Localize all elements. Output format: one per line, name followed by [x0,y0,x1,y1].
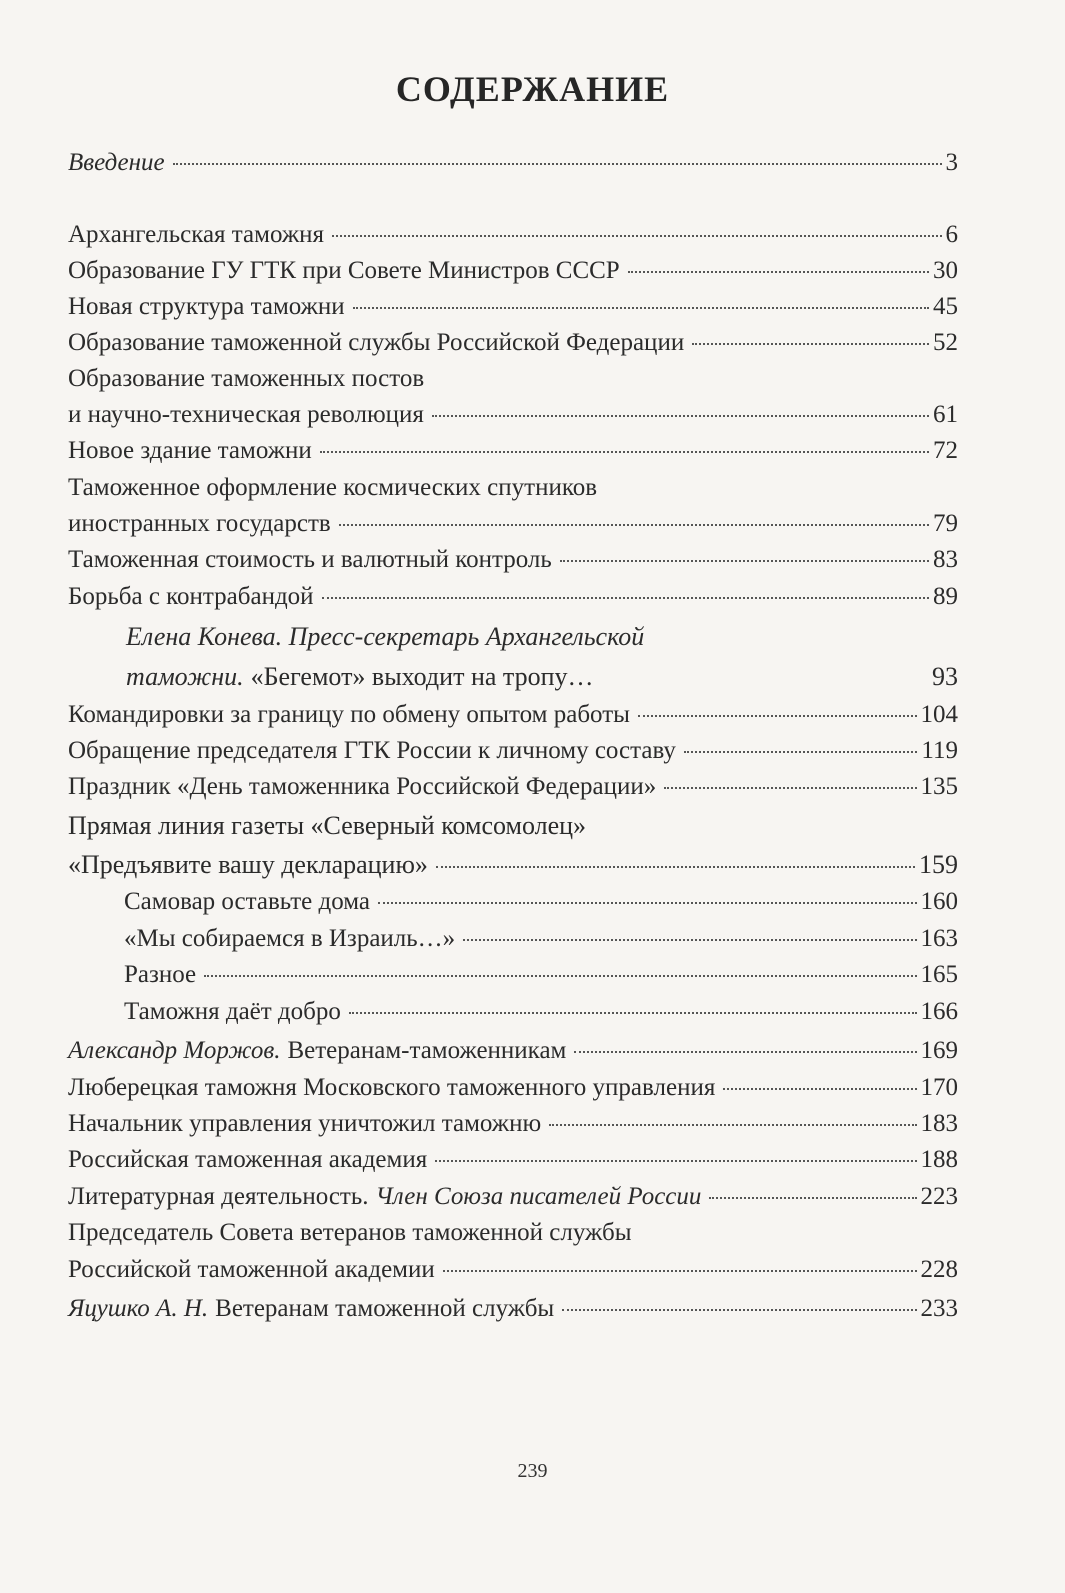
toc-entry-author: Яцушко А. Н. [68,1295,209,1322]
toc-entry-first-line: Прямая линия газеты «Северный комсомолец» [68,811,587,840]
toc-entry[interactable] [68,580,958,614]
toc-entry-text: и научно-техническая революция [68,401,424,428]
toc-entry-text: Люберецкая таможня Московского таможенного управления [68,1074,716,1101]
dot-leader [339,518,929,526]
toc-entry-text: Разное [124,961,197,988]
toc-entry-text: Новое здание таможни [68,437,312,464]
dot-leader [435,1154,916,1162]
toc-entry[interactable] [68,1292,958,1326]
toc-page-number: 160 [920,888,958,915]
toc-page-number: 6 [945,221,958,248]
toc-entry-text: иностранных государств [68,510,331,537]
toc-page-number: 135 [920,773,958,800]
toc-entry-author: Александр Моржов. [68,1037,281,1064]
toc-page-number: 163 [920,925,958,952]
toc-entry[interactable] [68,1180,958,1214]
toc-entry-text: Командировки за границу по обмену опытом работы [68,701,630,728]
toc-entry-text: Ветеранам таможенной службы [215,1295,555,1322]
toc-page-number: 104 [920,701,958,728]
dot-leader [574,1045,916,1053]
toc-subentry[interactable] [124,922,958,956]
toc-entry-text: «Предъявите вашу декларацию» [68,850,428,879]
toc-entry-introduction[interactable] [68,146,958,180]
toc-entry-first-line: Таможенное оформление космических спутников [68,474,598,501]
toc-entry-text: Ветеранам-таможенникам [287,1037,567,1064]
toc-entry-text: Архангельская таможня [68,221,324,248]
toc-page-number: 79 [933,510,958,537]
toc-page-number: 30 [933,257,958,284]
dot-leader [320,445,929,453]
toc-entry[interactable] [68,770,958,804]
toc-entry[interactable] [68,507,958,541]
toc-subentry[interactable] [124,885,958,919]
toc-page-number: 45 [933,293,958,320]
toc-entry-text: Самовар оставьте дома [124,888,370,915]
toc-subentry[interactable] [124,958,958,992]
toc-entry[interactable] [68,398,958,432]
toc-entry-first-line: Образование таможенных постов [68,365,425,392]
page-title: СОДЕРЖАНИЕ [395,69,670,109]
toc-entry-text: «Бегемот» выходит на тропу… [250,662,594,691]
toc-page-number: 52 [933,329,958,356]
toc-page-number: 188 [920,1146,958,1173]
dot-leader [353,301,929,309]
toc-page-number: 183 [920,1110,958,1137]
toc-entry-text: «Мы собираемся в Израиль…» [124,925,456,952]
toc-page-number: 170 [920,1074,958,1101]
dot-leader [436,860,915,868]
dot-leader [443,1264,917,1272]
dot-leader [463,933,916,941]
dot-leader [562,1303,916,1311]
toc-page-number: 93 [932,662,958,691]
toc-entry-author: таможни. [126,662,244,691]
dot-leader [322,591,929,599]
toc-entry-first-line: Председатель Совета ветеранов таможенной службы [68,1219,632,1246]
toc-entry[interactable] [68,434,958,468]
toc-entry-text: Борьба с контрабандой [68,583,314,610]
toc-page-number: 233 [920,1295,958,1322]
dot-leader [560,554,929,562]
toc-page-number: 159 [919,850,958,879]
dot-leader [173,157,942,165]
toc-entry[interactable] [68,543,958,577]
toc-entry[interactable] [68,254,958,288]
toc-entry[interactable] [68,1143,958,1177]
toc-entry[interactable] [68,848,958,882]
dot-leader [628,265,929,273]
toc-entry[interactable] [68,1107,958,1141]
toc-page-number: 119 [921,737,958,764]
dot-leader [549,1118,916,1126]
toc-entry-text: Новая структура таможни [68,293,345,320]
toc-entry-text: Образование ГУ ГТК при Совете Министров СССР [68,257,620,284]
toc-entry[interactable] [68,326,958,360]
toc-page-number: 89 [933,583,958,610]
dot-leader [684,745,918,753]
toc-entry-text: Начальник управления уничтожил таможню [68,1110,542,1137]
toc-entry[interactable] [68,290,958,324]
toc-entry-text: Таможенная стоимость и валютный контроль [68,546,552,573]
toc-entry[interactable] [68,218,958,252]
toc-page-number: 83 [933,546,958,573]
toc-entry[interactable] [68,734,958,768]
toc-entry-text: Введение [68,149,165,176]
toc-entry-text: Праздник «День таможенника Российской Федерации» [68,773,657,800]
dot-leader [432,409,929,417]
dot-leader [664,781,916,789]
toc-entry-text: Образование таможенной службы Российской Федерации [68,329,685,356]
dot-leader [332,229,942,237]
toc-page-number: 223 [920,1183,958,1210]
toc-page-number: 72 [933,437,958,464]
toc-entry[interactable] [68,1034,958,1068]
toc-subentry[interactable] [124,995,958,1029]
dot-leader [204,969,916,977]
toc-page-number: 228 [920,1256,958,1283]
toc-page-number: 165 [920,961,958,988]
toc-page-number: 169 [920,1037,958,1064]
toc-page-number: 166 [920,998,958,1025]
toc-entry-text: Российской таможенной академии [68,1256,435,1283]
toc-entry-text: Обращение председателя ГТК России к личному составу [68,737,676,764]
dot-leader [692,337,929,345]
toc-entry-subtitle: Член Союза писателей России [375,1183,702,1210]
dot-leader [709,1191,916,1199]
dot-leader [349,1006,917,1014]
toc-entry-text: Российская таможенная академия [68,1146,428,1173]
dot-leader [378,896,917,904]
toc-entry[interactable] [68,1071,958,1105]
toc-entry-text: Таможня даёт добро [124,998,341,1025]
toc-entry[interactable] [126,660,958,694]
toc-entry-text: Литературная деятельность. [68,1183,369,1210]
toc-entry[interactable] [68,698,958,732]
dot-leader [723,1082,916,1090]
toc-page-number: 3 [945,149,958,176]
page-number-footer: 239 [517,1460,548,1482]
toc-entry[interactable] [68,1253,958,1287]
toc-entry-first-line: Елена Конева. Пресс-секретарь Архангельской [126,622,645,651]
toc-page-number: 61 [933,401,958,428]
dot-leader [638,709,917,717]
